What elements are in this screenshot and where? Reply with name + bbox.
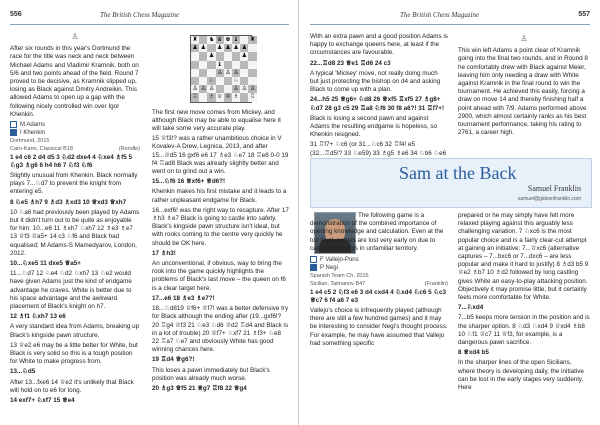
annotation: 16...exf6! was the right way to recapture. After 17 ♗h3 ♗e7 Black is going to castle into safety. Black's kingside pawn structure isn't ideal, but with rooks coming to the centre very quickly he should be OK here. [152,206,289,247]
right-page [300,0,600,425]
board-square [232,61,240,69]
board-square [207,61,215,69]
pawn-icon: ♙ [520,34,528,43]
board-square [199,69,207,77]
board-square: ♖ [249,93,256,101]
page-number: 556 [10,11,22,18]
moves: 13...♘d5 [10,368,36,376]
left-column-1 [10,31,140,407]
board-square [240,77,248,85]
magazine-name: The British Chess Magazine [400,11,480,19]
right-column-4 [458,212,590,394]
annotation: A very standard idea from Adams, breaking up Black's kingside pawn structure. [10,323,140,339]
board-square: ♟ [241,44,248,52]
pawn-icon: ♙ [71,32,79,41]
board-square [216,52,224,60]
moves: 1 e4 c6 2 d4 d5 3 ♘d2 dxe4 4 ♘xe4 ♗f5 5 ♘g3 ♗g6 6 h4 h6 7 ♘f3 ♘f6 [10,153,132,169]
annotation: This loses a pawn immediately but Black's position was already much worse. [152,366,270,382]
board-square [248,52,256,60]
annotation: 10 ♘a6 had previously been played by Adams but it didn't turn out to be quite as enjoyable for him: 10...e6 11 ♗xh7 ♘xh7 12 ♗e3 ♗e7 13 ♕f3 ♕a5+ 14 c3 ♘f6 and Black had equalised; M Adams-S Mamedyarov, London, 2012. [10,208,140,257]
annotation: Slightly unusual from Khenkin. Black normally plays 7...♘d7 to prevent the knight from entering e5. [10,172,138,196]
board-square [199,93,207,101]
board-square [248,77,256,85]
game-opening: Sicilian, Taimanov B47 (Franklin) [310,281,448,288]
board-square: ♗ [233,93,239,101]
black-square-icon [10,129,17,136]
board-square [224,61,232,69]
board-square: ♙ [208,85,215,93]
moves: 17 ♗h3! [152,249,176,257]
black-square-icon [310,264,317,271]
annotation: 15 ♕f3!? was a rather unambitious choice in V Kovalev-A Drew, Legnica, 2013, and after 15...♕d5 16 gxf6 e6 17 ♗e3 ♘e7 18 ♖e8 0-0 19 f4 ♖ad8 Black was already slightly better and went on to grind out a win. [152,135,289,176]
board-square: ♙ [249,85,256,93]
annotation: 18...♘d819 ♕f6+ ♕f7! was a better defensive try for Black although the ending after (19...gxf6!? 20 ♖g4 ♕f3 21 ♘e3 ♘d6 ♕d2 ♖d4 and Black is in a lot of trouble) 20 ♕f7+ ♘xf7 21 ♗f3+ ♘e8 22 ♖a7 ♘e7 and obviously White has good winning chances here. [152,305,289,354]
annotation: Khenkin makes his first mistake and it leads to a rather unpleasant endgame for Black. [152,188,287,204]
moves: 8 ♕xd4 b5 [458,349,489,357]
board-square: ♙ [225,68,231,76]
annotation: prepared or he may simply have felt more relaxed playing against this arguably less challenging variation. 7 ♘xc6 is the most popular choice and is a fairly clear-cut attempt at gaining an initiative: 7...♕xc6 (alternative captures – 7...bxc6 or 7...dxc6 – are less popular and make it hard to justify) 8 ♗d3 b5 9 ♕e2 ♗b7 10 ♗d2 followed by long castling gives White an easy-to-play attacking position. Objectively it may promise little, but it certainly feels more comfortable for White. [458,212,589,302]
annotation: 7...b5 keeps more tension in the position and is the sharper option. 8 ♘d3 ♘xd4 9 ♕xd4 ♗b8 10 ♘f1 ♕c7 11 ♕f3, for example, is a dangerous pawn sacrifice. [458,314,590,347]
left-column-2 [152,31,289,395]
board-square: ♕ [217,93,223,101]
board-square [240,93,248,101]
right-column-3 [310,212,448,350]
header-rule [10,24,289,25]
right-column-2 [458,33,590,139]
moves: 19 ♖d4 ♕g6?! [152,356,195,364]
magazine-name: The British Chess Magazine [100,11,180,19]
board-square: ♖ [192,93,198,101]
board-square [232,52,240,60]
board-square: ♜ [249,36,256,43]
left-page-header [10,11,289,25]
right-page-header [310,11,590,25]
board-square [248,61,256,69]
article-intro: After six rounds in this year's Dortmund the race for the title was neck and neck between Michael Adams and Vladimir Kramnik, both on 5/6 and two points ahead of the field. Round 7 proved to be decisive, as Kramnik slipped up, losing as Black against Dmitry Andreikin. This allowed Adams to open up a gap with the following nicely controlled win over Igor Khenkin. [10,45,139,118]
board-square: ♘ [208,77,215,85]
board-square: ♟ [241,52,248,60]
player-white: M Adams [10,121,140,129]
board-square: ♞ [208,36,215,43]
board-square [199,52,207,60]
annotation: 13 ♕e2 e6 may be a little better for White, but Black is very solid so this is a tough position for White to make progress from. [10,341,138,366]
player-white: F Vallejo-Pons [310,256,448,264]
article-conclusion: This win left Adams a point clear of Kramnik going into the final two rounds, and in Round 8 he comfortably drew with Black against Meier, leaving him only needing a draw with White against Kramnik in the final round to win the tournament. He achieved this easily, forcing a draw on move 14 and thereby finishing half a point ahead with 7/9. Adams performed above 2900, which almost certainly ranks as his best tournament performance, taking his rating to 2761, a career high. [458,47,588,137]
board-square [216,85,224,93]
board-square: ♚ [225,36,231,43]
board-square: ♟ [225,44,231,52]
annotation: With an extra pawn and a good position Adams is happy to exchange queens here, at least if the circumstances are favourable. [310,33,448,57]
board-square [191,52,199,60]
white-square-icon [310,256,317,263]
board-square [191,69,199,77]
banner-author: Samuel Franklin [527,184,581,193]
board-square: ♙ [217,68,223,76]
annotation: Black is losing a second pawn and against Adams the resulting endgame is hopeless, so Khenkin resigned. [310,114,438,139]
board-square [207,44,215,52]
board-square: ♗ [208,93,215,101]
annotation: 31 ♖f7+ ♘c6 (or 31...♘c6 32 ♖f4! e5 (32...♖d5!? 33 ♘e59) 33 ♗g5 ♗e6 34 ♘b6 ♘e6 [310,141,447,157]
board-square: ♔ [225,93,231,101]
board-square [224,52,232,60]
banner-title: Sam at the Back [399,163,517,183]
annotation: A typical 'Mickey' move, not really doing much but just protecting the bishop on d4 and asking Black to come up with a plan. [310,69,441,94]
board-square: ♙ [200,85,206,93]
board-square: ♟ [192,44,198,52]
moves: 24...h5 25 ♕g6+ ♘d8 26 ♕xf5 ♖xf5 27 ♗g8+ ♘d7 28 g3 c5 29 ♖a8 ♘f6 30 f8 a6?! 31 ♖f7+! [310,96,445,112]
player-black: I Khenkin [10,129,140,137]
left-page [0,0,299,425]
banner-email: samuel@gideonfranklin.com [517,196,581,202]
moves: 17...e6 18 ♗e3 ♗e7?! [152,294,215,302]
moves: 22...♖d8 23 ♕e1 ♖d6 24 c3 [310,59,391,67]
article-intro: The following game is a demonstration of the combined importance of opening knowledge and calculation. Even at the top level, games are lost very early on due to calculation errors in unfamiliar territory. [310,212,444,252]
player-black: P Negi [310,264,448,272]
moves: 20 ♗g3 ♕f5 21 ♕g7 ♖f8 22 ♕g4 [152,384,247,392]
moves: 10...♘xe5 11 dxe5 ♕a5+ [10,260,81,268]
page-number: 557 [578,11,590,18]
moves: 12 ♗f1 ♘xh7 13 e6 [10,313,66,321]
board-square: ♙ [241,85,248,93]
board-square [199,36,207,44]
board-square [191,77,199,85]
annotation: The first new move comes from Mickey, and although Black may be able to equalise here it will take some very accurate play. [152,108,281,133]
board-square: ♟ [217,44,223,52]
board-square [199,61,207,69]
board-square [248,44,256,52]
moves: 8 ♘e5 ♗h7 9 ♗d3 ♗xd3 10 ♕xd3 ♕xh7 [10,198,127,206]
board-square: ♛ [217,36,223,43]
annotation: 11...♘d7 12 ♘e4 ♘d2 ♘xh7 13 ♘e2 would have given Adams just the kind of endgame advantage he craves. White is better due to his space advantage and the awkward placement of Black's knight on h7. [10,270,132,311]
board-square: ♜ [192,36,198,43]
game-event: Spanish Team Ch, 2015 [310,273,369,280]
board-square: ♝ [217,60,223,68]
moves: 15...♘f6 16 ♕xf6+ ♕d6?! [152,178,226,186]
column-banner [310,158,592,208]
board-square [216,77,224,85]
board-square: ♟ [200,44,206,52]
board-square: ♙ [233,68,239,76]
moves: 14 exf7+ ♘xf7 15 ♕e4 [10,397,75,405]
board-square: ♙ [192,85,198,93]
board-square: ♘ [233,77,239,85]
moves: 7...♘xd4 [458,304,484,312]
annotation: Vallejo's choice is infrequently played (although there are still a few hundred games) and it may be interesting to consider Negi's thought process. For example, he may have assumed that Vallejo had something specific [310,306,448,347]
board-square [191,61,199,69]
moves: 1 e4 c5 2 ♘f3 e6 3 d4 cxd4 4 ♘xd4 ♘c6 5 ♘c3 ♕c7 6 f4 a6 7 e3 [310,288,447,304]
header-rule [310,24,590,25]
board-square [248,69,256,77]
board-square: ♟ [233,44,239,52]
board-square [240,61,248,69]
board-square [240,36,248,44]
annotation: An unconventional, if obvious, way to bring the rook into the game quickly highlights the problems of Black's last move – the queen on f6 is a clear target here. [152,260,286,292]
game-opening: Caro-Kann, Classical B18 (Rendle) [10,146,140,153]
annotation: After 13...fxe6 14 ♕e2 it's unlikely that Black will hold on to e6 for long. [10,378,134,394]
board-square [224,77,232,85]
white-square-icon [10,121,17,128]
chess-diagram [190,35,256,103]
annotation: In the sharper lines of the open Sicilians, where theory is developing daily, the initiative can be lost in the early stages very suddenly. Here [458,359,584,392]
board-square [224,85,232,93]
board-square [240,69,248,77]
board-square: ♟ [208,52,215,60]
board-square [207,69,215,77]
board-square [199,77,207,85]
board-square: ♙ [233,85,239,93]
game-event: Dortmund, 2015 [10,138,50,145]
board-square: ♝ [233,36,239,43]
